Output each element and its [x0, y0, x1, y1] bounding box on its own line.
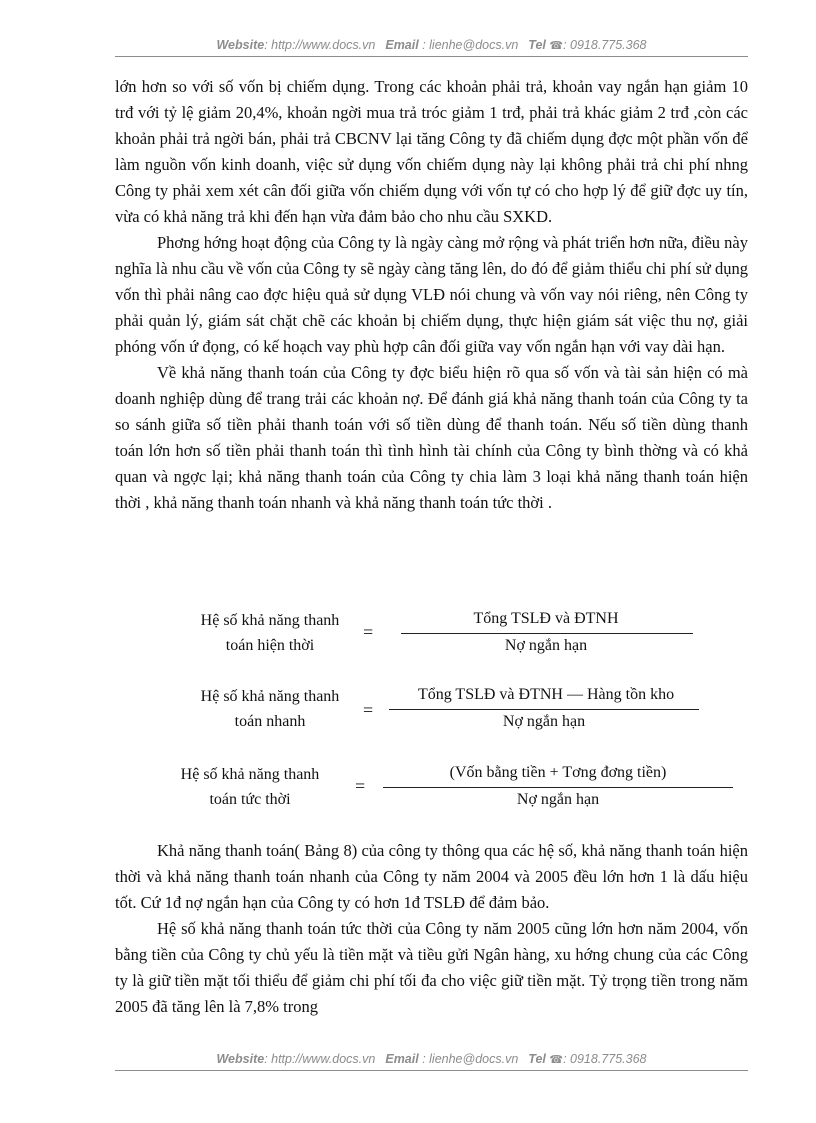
- formula-current-ratio: [115, 608, 748, 664]
- page-footer: [115, 1052, 748, 1071]
- formula-numerator: Tổng TSLĐ và ĐTNH: [473, 610, 619, 627]
- formula-denominator: Nợ ngắn hạn: [504, 637, 588, 654]
- formula-denominator: Nợ ngắn hạn: [502, 713, 586, 730]
- header-tel-label: Tel: [528, 38, 546, 52]
- formula-label: [155, 684, 385, 734]
- page-header: [115, 38, 748, 57]
- formula-numerator: Tổng TSLĐ và ĐTNH — Hàng tồn kho: [417, 686, 675, 703]
- formula-equals: =: [363, 700, 374, 720]
- formula-label-line2: toán tức thời: [209, 791, 291, 808]
- paragraph-5: Hệ số khả năng thanh toán tức thời của Công ty năm 2005 cũng lớn hơn năm 2004, vốn bằng tiền của Công ty chủ yếu là tiền mặt và tiều gửi Ngân hàng, xu hớng chung của các Công ty là giữ tiền mặt tối thiểu để giảm chi phí tối đa cho việc giữ tiền mặt. Tỷ trọng tiền trong năm 2005 đã tăng lên là 7,8% trong: [115, 919, 748, 1016]
- footer-email-link[interactable]: : lienhe@docs.vn: [422, 1052, 519, 1066]
- formula-label: [155, 608, 385, 658]
- formula-label-line1: Hệ số khả năng thanh: [200, 688, 340, 705]
- paragraph-1: lớn hơn so với số vốn bị chiếm dụng. Trong các khoản phải trả, khoản vay ngắn hạn giảm 10 trđ với tỷ lệ giảm 20,4%, khoản ngời mua trả tróc giảm 1 trđ, phải trả khác giảm 2 trđ ,còn các khoản phải trả ngời bán, phải trả CBCNV lại tăng Công ty đã chiếm dụng đợc một phần vốn để làm nguồn vốn kinh doanh, việc sử dụng vốn chiếm dụng này lại không phải trả chi phí nhng Công ty phải xem xét cân đối giữa vốn chiếm dụng với vốn tự có cho hợp lý để giữ đợc uy tín, vừa có khả năng trả khi đến hạn vừa đảm bảo cho nhu cầu SXKD.: [115, 77, 748, 226]
- formula-label-line2: toán nhanh: [234, 713, 306, 730]
- formula-label: [135, 762, 365, 812]
- header-website-label: Website: [216, 38, 265, 52]
- header-email-label: Email: [385, 38, 419, 52]
- fraction-bar: [401, 633, 693, 634]
- phone-icon: ☎: [549, 40, 564, 52]
- header-email-link[interactable]: : lienhe@docs.vn: [422, 38, 519, 52]
- formula-denominator: Nợ ngắn hạn: [516, 791, 600, 808]
- fraction-bar: [389, 709, 699, 710]
- formula-label-line2: toán hiện thời: [225, 637, 315, 654]
- formula-equals: =: [363, 622, 374, 642]
- footer-website-label: Website: [216, 1052, 265, 1066]
- paragraph-2: Phơng hớng hoạt động của Công ty là ngày càng mở rộng và phát triển hơn nữa, điều này nghĩa là nhu cầu về vốn của Công ty sẽ ngày càng tăng lên, do đó để giảm thiểu chi phí sử dụng vốn thì phải nâng cao đợc hiệu quả sử dụng VLĐ nói chung và vốn vay nói riêng, nên Công ty phải quản lý, giám sát chặt chẽ các khoản bị chiếm dụng, thực hiện giám sát việc thu nợ, giải phóng vốn ứ đọng, có kế hoạch vay phù hợp cân đối giữa vay vốn ngắn hạn với vay dài hạn.: [115, 233, 748, 356]
- fraction-bar: [383, 787, 733, 788]
- footer-tel-label: Tel: [528, 1052, 546, 1066]
- phone-icon: ☎: [549, 1054, 564, 1066]
- formula-quick-ratio: [115, 684, 748, 740]
- header-tel-value: : 0918.775.368: [563, 38, 647, 52]
- body-text-top: [115, 74, 748, 516]
- paragraph-4: Khả năng thanh toán( Bảng 8) của công ty thông qua các hệ số, khả năng thanh toán hiện thời và khả năng thanh toán nhanh của Công ty năm 2004 và 2005 đều lớn hơn 1 là dấu hiệu tốt. Cứ 1đ nợ ngắn hạn của Công ty có hơn 1đ TSLĐ để đảm bảo.: [115, 841, 748, 912]
- body-text-bottom: [115, 838, 748, 1020]
- formula-equals: =: [355, 776, 366, 796]
- paragraph-3: Về khả năng thanh toán của Công ty đợc biểu hiện rõ qua số vốn và tài sản hiện có mà doanh nghiệp dùng để trang trải các khoản nợ. Để đánh giá khả năng thanh toán của Công ty ta so sánh giữa số tiền phải thanh toán với số tiền dùng để thanh toán. Nếu số tiền dùng thanh toán lớn hơn số tiền phải thanh toán thì tình hình tài chính của Công ty bình thờng và có khả quan và ngợc lại; khả năng thanh toán của Công ty chia làm 3 loại khả năng thanh toán hiện thời , khả năng thanh toán nhanh và khả năng thanh toán tức thời .: [115, 363, 748, 512]
- formula-numerator: (Vốn bằng tiền + Tơng đơng tiền): [449, 764, 667, 781]
- header-website-link[interactable]: : http://www.docs.vn: [264, 38, 376, 52]
- footer-website-link[interactable]: : http://www.docs.vn: [264, 1052, 376, 1066]
- footer-email-label: Email: [385, 1052, 419, 1066]
- footer-tel-value: : 0918.775.368: [563, 1052, 647, 1066]
- formula-label-line1: Hệ số khả năng thanh: [200, 612, 340, 629]
- formula-label-line1: Hệ số khả năng thanh: [180, 766, 320, 783]
- formula-cash-ratio: [115, 762, 748, 818]
